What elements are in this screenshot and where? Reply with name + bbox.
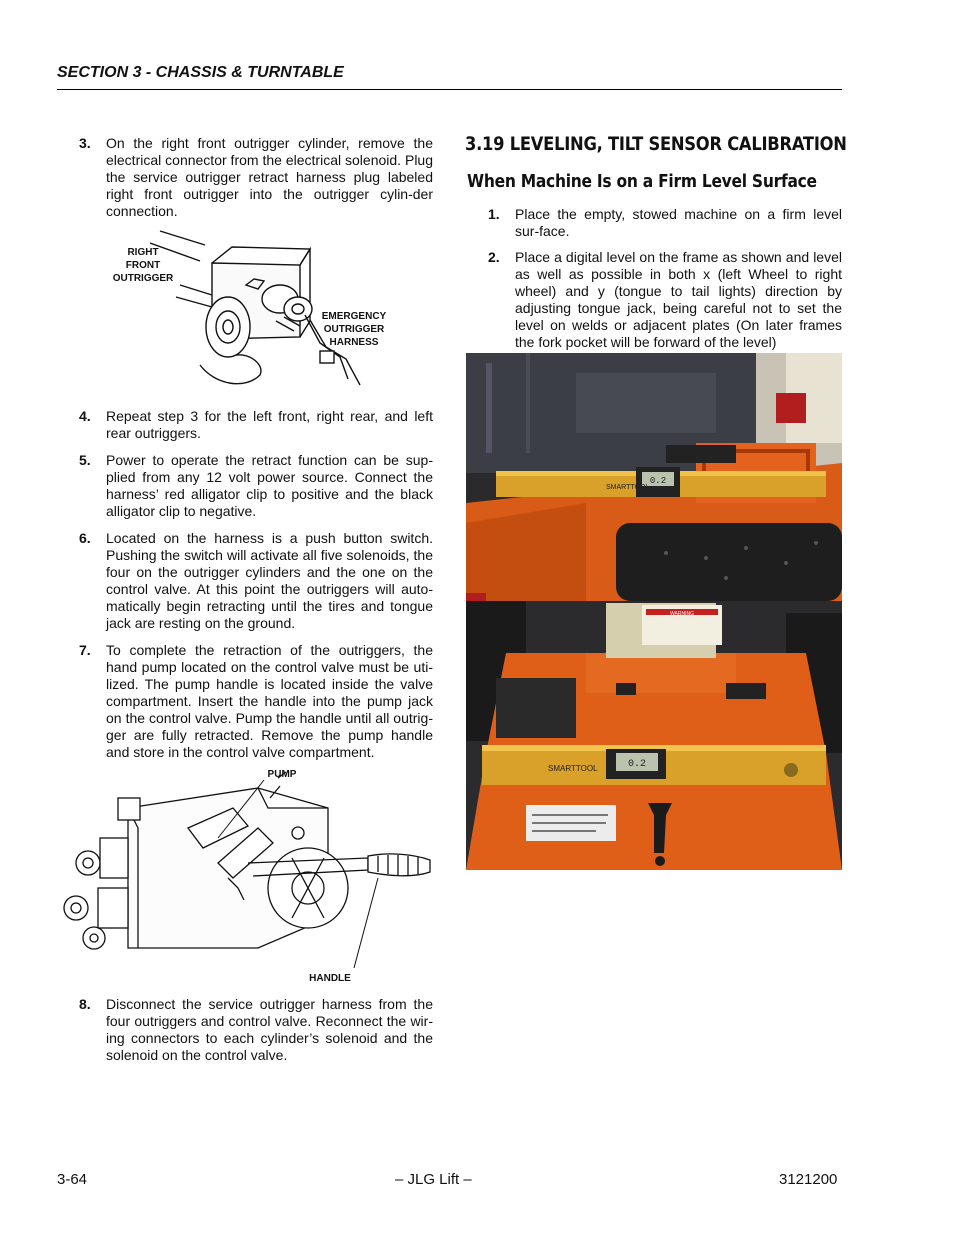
step-number: 3. [79, 135, 91, 151]
step-1 [488, 206, 842, 240]
warning-decal: WARNING [670, 611, 694, 617]
subheading: When Machine Is on a Firm Level Surface [467, 171, 817, 192]
step-2 [488, 249, 842, 351]
digital-level-photo [466, 353, 842, 870]
top-level-readout: 0.2 [649, 476, 667, 486]
step-5 [79, 452, 433, 520]
right-front-outrigger-label: RIGHT FRONT OUTRIGGER [112, 247, 174, 284]
section-heading: 3.19 LEVELING, TILT SENSOR CALIBRATION [465, 133, 847, 155]
step-number: 2. [488, 249, 500, 265]
bottom-level-readout: 0.2 [627, 759, 647, 770]
step-number: 1. [488, 206, 500, 222]
bottom-level-brand: SMARTTOOL [548, 764, 598, 773]
step-text: Repeat step 3 for the left front, right rear, and left rear outriggers. [106, 408, 433, 441]
hand-pump-figure [58, 768, 438, 968]
step-text: Place a digital level on the frame as shown and level as well as possible in both x (left Wheel to right wheel) and y (tongue to tail lights) direction by adjusting tongue jack, being careful not to set the level on welds or adjacent plates (On later frames the fork pocket will be forward of the level) [515, 249, 842, 350]
step-number: 5. [79, 452, 91, 468]
step-text: On the right front outrigger cylinder, remove the electrical connector from the electrical solenoid. Plug the service outrigger retract harness plug labeled right front outrigger into the outrigger cylin-der connection. [106, 135, 433, 219]
step-number: 7. [79, 642, 91, 658]
step-number: 4. [79, 408, 91, 424]
document-number: 3121200 [779, 1171, 838, 1188]
step-3 [79, 135, 433, 220]
step-number: 8. [79, 996, 91, 1012]
step-text: Located on the harness is a push button switch. Pushing the switch will activate all five solenoids, the four on the outrigger cylinders and the one on the control valve. At this point the outriggers will auto-matically begin retracting until the tires and tongue jack are resting on the ground. [106, 530, 433, 631]
footer-center: – JLG Lift – [395, 1171, 472, 1188]
step-text: Place the empty, stowed machine on a firm level sur-face. [515, 206, 842, 239]
page-number: 3-64 [57, 1171, 88, 1188]
step-number: 6. [79, 530, 91, 546]
step-6 [79, 530, 433, 632]
step-7 [79, 642, 433, 761]
section-header: SECTION 3 - CHASSIS & TURNTABLE [57, 64, 842, 90]
handle-label: HANDLE [309, 973, 351, 984]
top-level-brand: SMARTTOOL [606, 484, 650, 491]
step-text: Disconnect the service outrigger harness from the four outriggers and control valve. Reconnect the wir-ing connectors to each cylinder’s solenoid and the solenoid on the control valve. [106, 996, 433, 1063]
pump-label: PUMP [267, 769, 297, 780]
emergency-outrigger-harness-label: EMERGENCY OUTRIGGER HARNESS [321, 311, 387, 348]
step-4 [79, 408, 433, 442]
step-text: Power to operate the retract function can be sup-plied from any 12 volt power source. Connect the harness’ red alligator clip to positive and the black alligator clip to negative. [106, 452, 433, 519]
step-8 [79, 996, 433, 1064]
step-text: To complete the retraction of the outriggers, the hand pump located on the control valve must be uti-lized. The pump handle is located inside the valve compartment. Insert the handle into the pump jack on the control valve. Pump the handle until all outrig-ger are fully retracted. Remove the pump handle and store in the control valve compartment. [106, 642, 433, 760]
